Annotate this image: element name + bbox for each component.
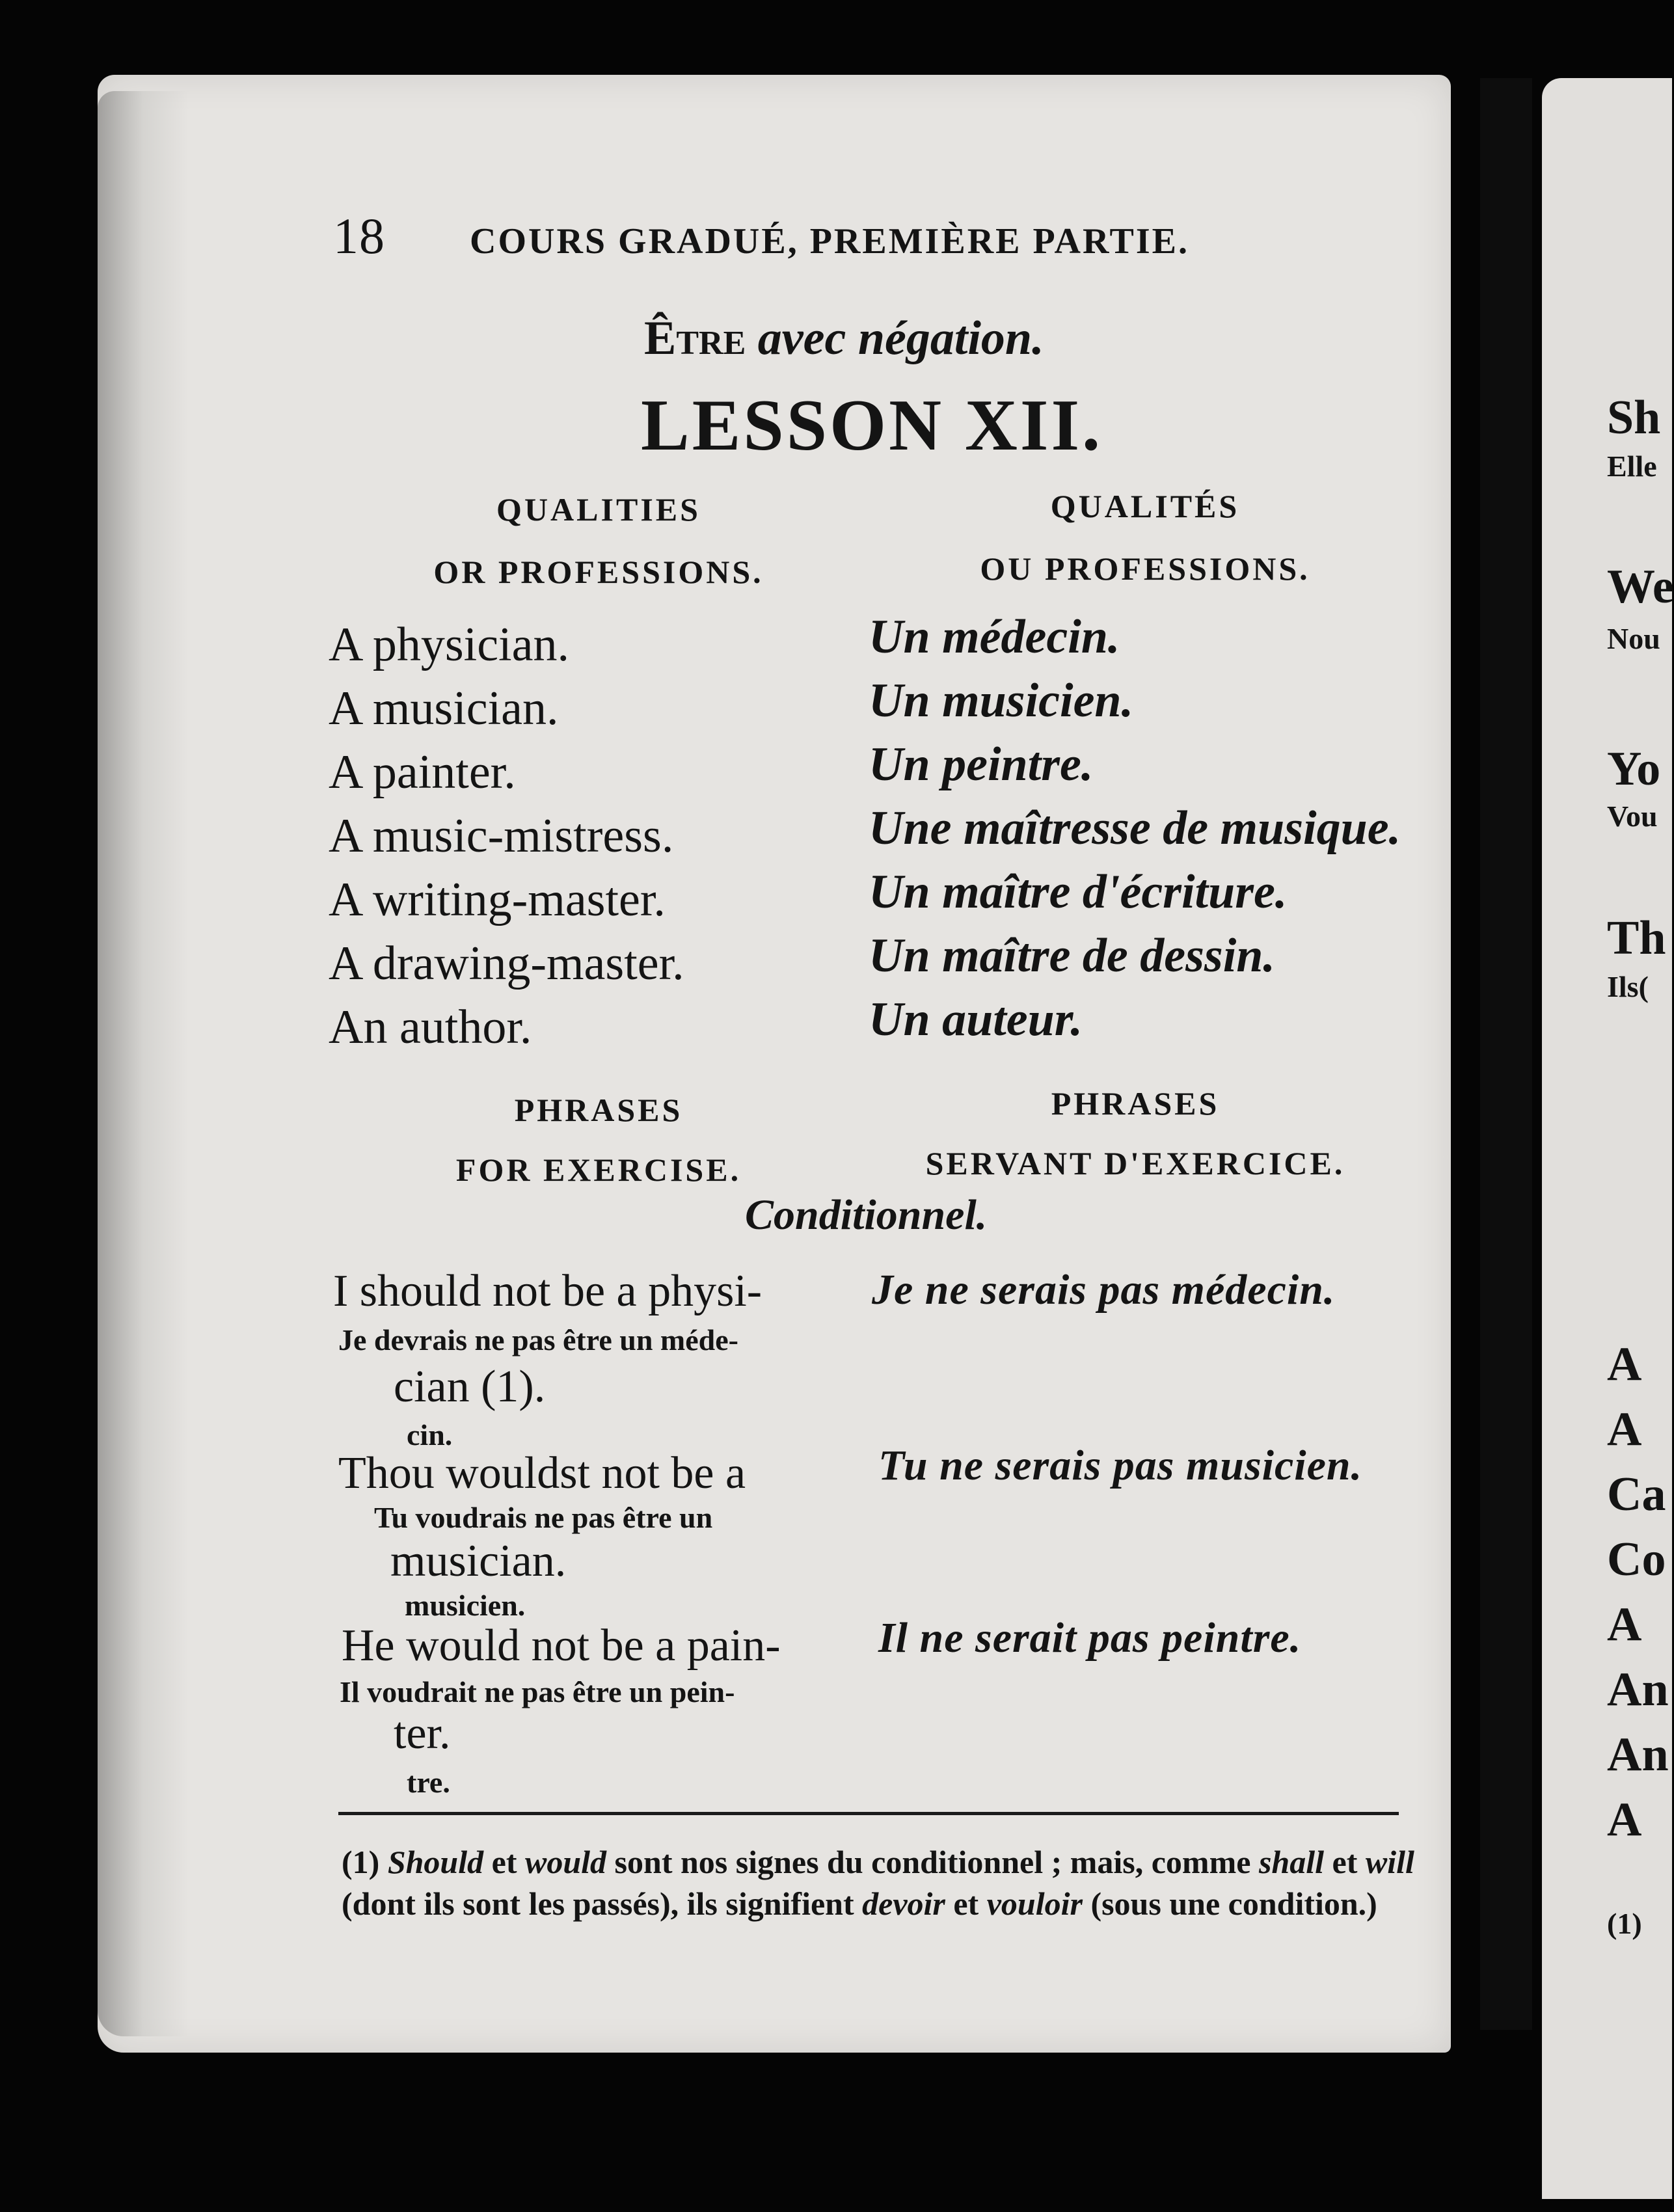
next-page-fragment: An <box>1607 1663 1669 1716</box>
footnote-text: et <box>1332 1844 1358 1880</box>
exercise-english-line: ter. <box>394 1708 451 1759</box>
next-page-fragment: A <box>1607 1403 1642 1456</box>
subtitle-caps: Être <box>644 312 746 365</box>
next-page-fragment: A <box>1607 1338 1642 1391</box>
vocab-item: A musician. <box>329 682 559 735</box>
vocab-item: A drawing-master. <box>329 937 684 990</box>
exercise-gloss-line: Il voudrait ne pas être un pein- <box>340 1675 735 1708</box>
column-head-line: QUALITÉS <box>1050 488 1240 524</box>
vocab-item: An author. <box>329 1001 532 1054</box>
exercise-french: Tu ne serais pas musicien. <box>878 1442 1363 1489</box>
exercise-english-line: musician. <box>390 1536 567 1586</box>
footnote-term: Should <box>387 1844 484 1880</box>
column-head-line: OR PROFESSIONS. <box>433 554 764 590</box>
next-page-fragment: Vou <box>1607 800 1658 833</box>
exercise-english-line: Thou wouldst not be a <box>338 1448 746 1498</box>
vocab-item: Un maître de dessin. <box>869 929 1275 982</box>
exercise-english-line: I should not be a physi- <box>333 1266 763 1316</box>
vocab-item: Un maître d'écriture. <box>869 865 1288 919</box>
exercise-english-line: He would not be a pain- <box>342 1621 781 1671</box>
next-page-fragment: Elle <box>1607 450 1657 483</box>
phrases-head-english <box>390 1080 807 1200</box>
next-page-fragment: Yo <box>1607 742 1661 796</box>
exercise-gloss-line: cin. <box>407 1418 453 1451</box>
column-head-english <box>364 478 833 603</box>
exercise-gloss-line: Tu voudrais ne pas être un <box>374 1501 713 1534</box>
next-page-fragment: Ils( <box>1607 970 1649 1003</box>
running-head <box>333 207 1189 265</box>
vocab-item: A writing-master. <box>329 873 666 926</box>
page-number: 18 <box>333 208 385 264</box>
exercise-gloss-line: tre. <box>407 1766 450 1799</box>
footnote-rule <box>338 1812 1399 1815</box>
next-page-fragment: Th <box>1607 911 1666 965</box>
lesson-subtitle <box>644 311 1044 366</box>
column-head-line: QUALITIES <box>496 491 701 528</box>
footnote-text: (sous une condition.) <box>1090 1885 1377 1922</box>
exercise-english-line: cian (1). <box>394 1362 546 1412</box>
footnote-term: shall <box>1258 1844 1324 1880</box>
phrases-head-line: SERVANT D'EXERCICE. <box>925 1145 1345 1181</box>
column-head-french <box>937 475 1353 600</box>
next-page-fragment: A <box>1607 1793 1642 1846</box>
vocab-item: Un auteur. <box>869 993 1083 1046</box>
page-edge <box>98 91 189 2036</box>
footnote-term: will <box>1365 1844 1414 1880</box>
next-page-fragment: Ca <box>1607 1468 1666 1521</box>
footnote-text: et <box>953 1885 979 1922</box>
next-page-fragment: A <box>1607 1598 1642 1651</box>
mood-heading: Conditionnel. <box>745 1191 988 1239</box>
phrases-head-line: FOR EXERCISE. <box>455 1152 742 1188</box>
lesson-title: LESSON XII. <box>641 385 1103 466</box>
next-page-fragment: We <box>1607 560 1674 614</box>
running-title: COURS GRADUÉ, PREMIÈRE PARTIE. <box>470 221 1189 262</box>
phrases-head-french <box>885 1073 1386 1193</box>
next-page-fragment: An <box>1607 1728 1669 1781</box>
next-page-fragment: Co <box>1607 1533 1666 1586</box>
vocab-item: Une maîtresse de musique. <box>869 802 1401 855</box>
column-head-line: OU PROFESSIONS. <box>980 550 1310 587</box>
vocab-item: Un peintre. <box>869 738 1094 791</box>
vocab-item: A painter. <box>329 746 516 799</box>
footnote-term: devoir <box>862 1885 945 1922</box>
book-gutter <box>1480 78 1532 2030</box>
exercise-french: Je ne serais pas médecin. <box>872 1266 1336 1314</box>
vocab-item: Un médecin. <box>869 610 1120 664</box>
footnote-text: (dont ils sont les passés), ils signifient <box>342 1885 854 1922</box>
vocabulary-english <box>329 613 684 1059</box>
footnote-text: sont nos signes du conditionnel ; mais, comme <box>614 1844 1251 1880</box>
exercise-french: Il ne serait pas peintre. <box>878 1614 1302 1662</box>
footnote <box>342 1841 1422 1924</box>
footnote-term: vouloir <box>986 1885 1083 1922</box>
footnote-term: would <box>524 1844 607 1880</box>
phrases-head-line: PHRASES <box>514 1092 683 1128</box>
exercise-gloss-line: musicien. <box>405 1589 526 1622</box>
footnote-marker: (1) <box>342 1844 380 1880</box>
next-page-fragment: Sh <box>1607 391 1661 444</box>
vocab-item: Un musicien. <box>869 674 1134 727</box>
next-page-fragment: (1) <box>1607 1907 1642 1940</box>
subtitle-italic: avec négation. <box>757 312 1044 365</box>
phrases-head-line: PHRASES <box>1051 1085 1220 1122</box>
vocabulary-french <box>869 605 1401 1051</box>
exercise-gloss-line: Je devrais ne pas être un méde- <box>338 1323 738 1356</box>
vocab-item: A music-mistress. <box>329 809 674 863</box>
book-page <box>98 75 1451 2053</box>
footnote-text: et <box>491 1844 517 1880</box>
vocab-item: A physician. <box>329 618 569 671</box>
next-page-fragment: Nou <box>1607 622 1660 655</box>
